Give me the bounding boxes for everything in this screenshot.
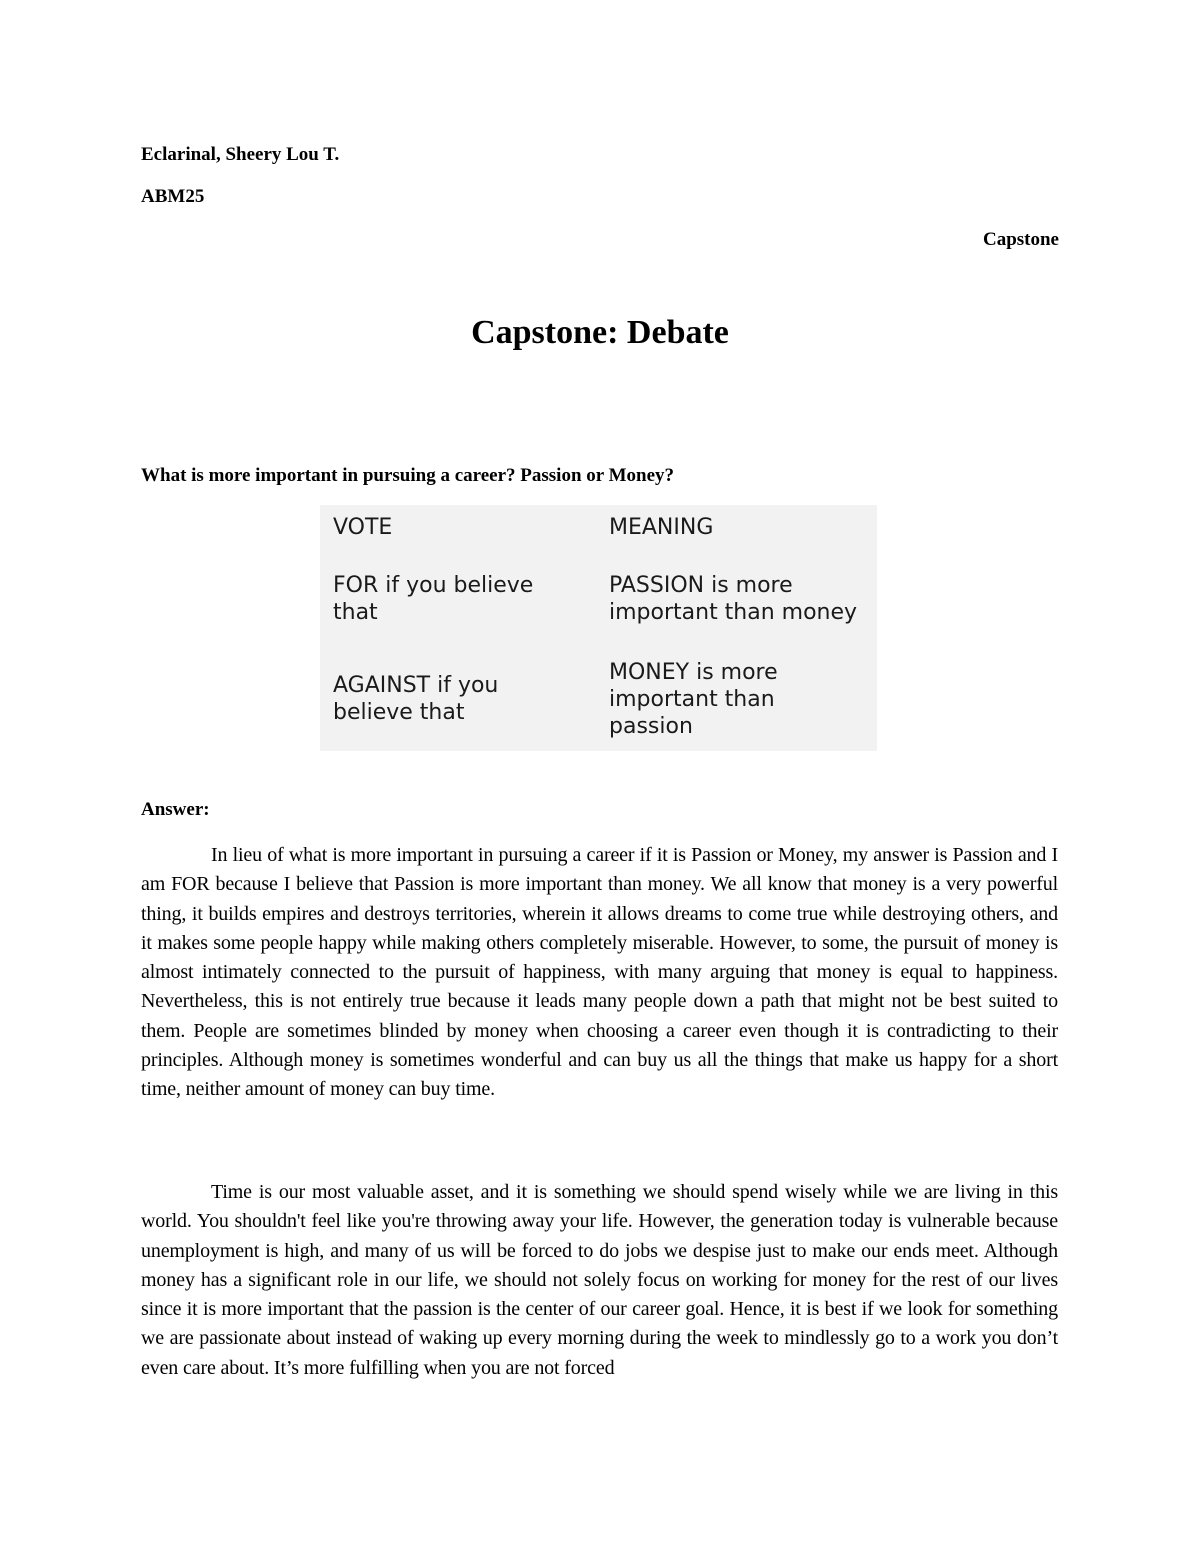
author-name: Eclarinal, Sheery Lou T. [141, 144, 340, 165]
answer-paragraph-1 [141, 841, 1058, 1105]
answer-label: Answer: [141, 799, 210, 820]
document-title: Capstone: Debate [471, 314, 729, 351]
debate-question: What is more important in pursuing a career? Passion or Money? [141, 465, 675, 486]
table-cell-meaning: MONEY is more important than passion [609, 659, 778, 739]
class-section: ABM25 [141, 186, 205, 207]
subject-label: Capstone [982, 229, 1059, 250]
table-header-vote: VOTE [333, 515, 393, 540]
paragraph-text: Time is our most valuable asset, and it is something we should spend wisely while we are living in this world. You shouldn't feel like you're throwing away your life. However, the generation today is vulnerable because unemployment is high, and many of us will be forced to do jobs we despise just to make our ends meet. Although money has a significant role in our life, we should not solely focus on working for money for the rest of our lives since it is more important that the passion is the center of our career goal. Hence, it is best if we look for something we are passionate about instead of waking up every morning during the week to mindlessly go to a work you don’t even care about. It’s more fulfilling when you are not forced [141, 1181, 1058, 1379]
table-cell-vote: AGAINST if you believe that [333, 673, 499, 725]
table-row [320, 550, 877, 647]
table-cell-meaning: PASSION is more important than money [609, 572, 858, 625]
table-cell-vote: FOR if you believe that [333, 572, 534, 625]
table-header-row [320, 505, 877, 550]
paragraph-text: In lieu of what is more important in pursuing a career if it is Passion or Money, my answer is Passion and I am FOR because I believe that Passion is more important than money. We all know that money is a very powerful thing, it builds empires and destroys territories, wherein it allows dreams to come true while destroying others, and it makes some people happy while making others completely miserable. However, to some, the pursuit of money is almost intimately connected to the pursuit of happiness, with many arguing that money is equal to happiness. Nevertheless, this is not entirely true because it leads many people down a path that might not be best suited to them. People are sometimes blinded by money when choosing a career even though it is contradicting to their principles. Although money is sometimes wonderful and can buy us all the things that make us happy for a short time, neither amount of money can buy time. [141, 844, 1058, 1101]
table-row [320, 647, 877, 751]
vote-meaning-table [320, 505, 877, 751]
table-header-meaning: MEANING [609, 515, 714, 540]
answer-paragraph-2 [141, 1178, 1058, 1383]
